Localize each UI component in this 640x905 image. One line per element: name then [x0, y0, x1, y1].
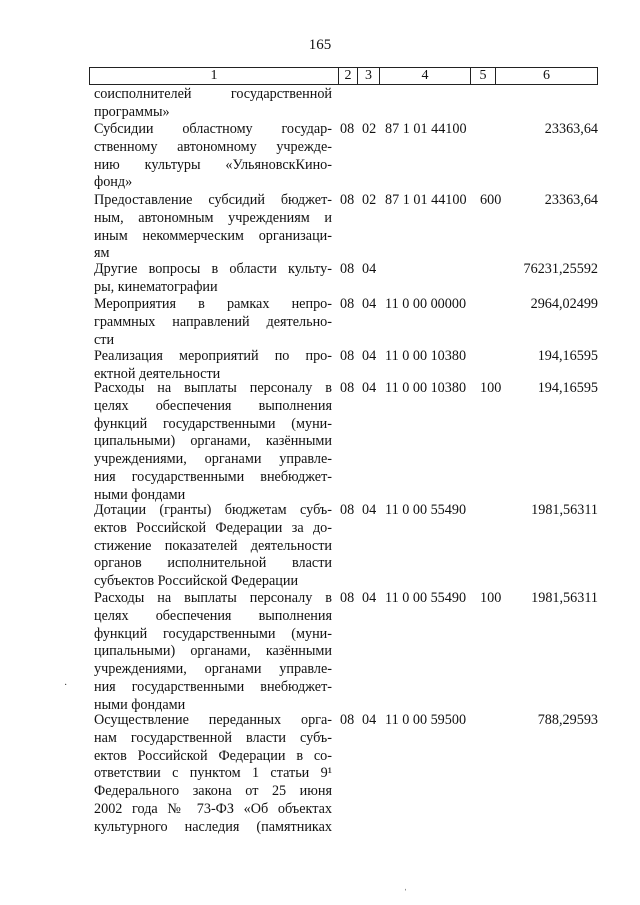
amount: 1981,56311: [531, 502, 598, 518]
row-line: культурного наследия (памятниках: [94, 818, 332, 835]
row-line: Расходы на выплаты персоналу в: [94, 590, 332, 606]
row-line: функций государственными (муни-: [94, 415, 332, 432]
page-number: 165: [308, 37, 332, 53]
subsection-code: 02: [362, 121, 377, 137]
expense-type-code: 600: [480, 192, 502, 208]
row-line: ципальными) органами, казёнными: [94, 433, 332, 450]
header-col-4: 4: [379, 68, 470, 84]
amount: 76231,25592: [523, 261, 598, 277]
section-code: 08: [340, 590, 355, 606]
row-line: ектов Российской Федерации за до-: [94, 519, 332, 536]
section-code: 08: [340, 348, 355, 364]
amount: 2964,02499: [530, 296, 598, 312]
row-line: граммных направлений деятельно-: [94, 313, 332, 330]
row-line: учреждениями, органами управле-: [94, 661, 332, 678]
scan-speck: ·: [64, 680, 68, 691]
row-line: функций государственными (муни-: [94, 625, 332, 642]
row-line: ям: [94, 245, 110, 262]
scan-speck: ˌ: [404, 880, 408, 891]
section-code: 08: [340, 296, 355, 312]
row-line: Субсидии областному государ-: [94, 121, 332, 137]
row-line: соисполнителей государственной: [94, 86, 332, 102]
row-name: [94, 86, 332, 122]
row-line: сти: [94, 331, 115, 348]
target-article-code: 11 0 00 55490: [385, 502, 467, 518]
section-code: 08: [340, 712, 355, 728]
row-line: субъектов Российской Федерации: [94, 573, 299, 590]
row-line: Осуществление переданных орга-: [94, 712, 332, 728]
row-name: [94, 712, 332, 837]
row-name: [94, 121, 332, 192]
row-name: [94, 502, 332, 591]
row-line: ными фондами: [94, 696, 186, 713]
target-article-code: 11 0 00 00000: [385, 296, 467, 312]
row-line: ными фондами: [94, 486, 186, 503]
row-name: [94, 348, 332, 384]
row-line: ным, автономным учреждениям и: [94, 209, 332, 226]
row-line: иным некоммерческим организаци-: [94, 227, 332, 244]
row-line: Другие вопросы в области культу-: [94, 261, 332, 277]
row-name: [94, 380, 332, 505]
header-col-2: 2: [338, 68, 357, 84]
amount: 23363,64: [544, 121, 598, 137]
section-code: 08: [340, 121, 355, 137]
row-line: ответствии с пунктом 1 статьи 9¹: [94, 765, 332, 782]
row-name: [94, 261, 332, 297]
table-header: [89, 67, 598, 85]
row-line: Мероприятия в рамках непро-: [94, 296, 332, 312]
amount: 194,16595: [537, 348, 598, 364]
subsection-code: 04: [362, 502, 377, 518]
target-article-code: 11 0 00 59500: [385, 712, 467, 728]
target-article-code: 11 0 00 10380: [385, 348, 467, 364]
row-line: Предоставление субсидий бюджет-: [94, 192, 332, 208]
row-line: 2002 года № 73-ФЗ «Об объектах: [94, 800, 332, 817]
row-line: ственному автономному учрежде-: [94, 138, 332, 155]
row-line: ципальными) органами, казёнными: [94, 643, 332, 660]
section-code: 08: [340, 261, 355, 277]
row-line: Реализация мероприятий по про-: [94, 348, 332, 364]
row-line: стижение показателей деятельности: [94, 537, 332, 554]
expense-type-code: 100: [480, 380, 502, 396]
expense-type-code: 100: [480, 590, 502, 606]
row-line: целях обеспечения выполнения: [94, 397, 332, 414]
subsection-code: 04: [362, 712, 377, 728]
subsection-code: 04: [362, 380, 377, 396]
row-line: целях обеспечения выполнения: [94, 607, 332, 624]
row-name: [94, 590, 332, 715]
amount: 1981,56311: [531, 590, 598, 606]
target-article-code: 11 0 00 10380: [385, 380, 467, 396]
row-line: Расходы на выплаты персоналу в: [94, 380, 332, 396]
subsection-code: 04: [362, 296, 377, 312]
row-line: ектов Российской Федерации в со-: [94, 747, 332, 764]
row-line: ектной деятельности: [94, 365, 221, 382]
row-line: нам государственной власти субъ-: [94, 729, 332, 746]
section-code: 08: [340, 192, 355, 208]
amount: 194,16595: [537, 380, 598, 396]
section-code: 08: [340, 380, 355, 396]
subsection-code: 04: [362, 348, 377, 364]
subsection-code: 02: [362, 192, 377, 208]
subsection-code: 04: [362, 261, 377, 277]
header-col-5: 5: [470, 68, 495, 84]
row-line: ния государственными внебюджет-: [94, 678, 332, 695]
target-article-code: 87 1 01 44100: [385, 192, 467, 208]
row-line: Дотации (гранты) бюджетам субъ-: [94, 502, 332, 518]
amount: 23363,64: [544, 192, 598, 208]
header-col-1: 1: [210, 68, 218, 83]
header-col-3: 3: [357, 68, 379, 84]
row-name: [94, 296, 332, 349]
header-col-6: 6: [495, 68, 597, 84]
row-line: программы»: [94, 103, 170, 120]
subsection-code: 04: [362, 590, 377, 606]
row-line: органов исполнительной власти: [94, 555, 332, 572]
section-code: 08: [340, 502, 355, 518]
target-article-code: 87 1 01 44100: [385, 121, 467, 137]
row-line: учреждениями, органами управле-: [94, 451, 332, 468]
row-name: [94, 192, 332, 263]
row-line: ния государственными внебюджет-: [94, 468, 332, 485]
row-line: Федерального закона от 25 июня: [94, 783, 332, 800]
target-article-code: 11 0 00 55490: [385, 590, 467, 606]
row-line: нию культуры «УльяновскКино-: [94, 156, 332, 173]
row-line: фонд»: [94, 174, 133, 191]
row-line: ры, кинематографии: [94, 278, 218, 295]
amount: 788,29593: [537, 712, 598, 728]
